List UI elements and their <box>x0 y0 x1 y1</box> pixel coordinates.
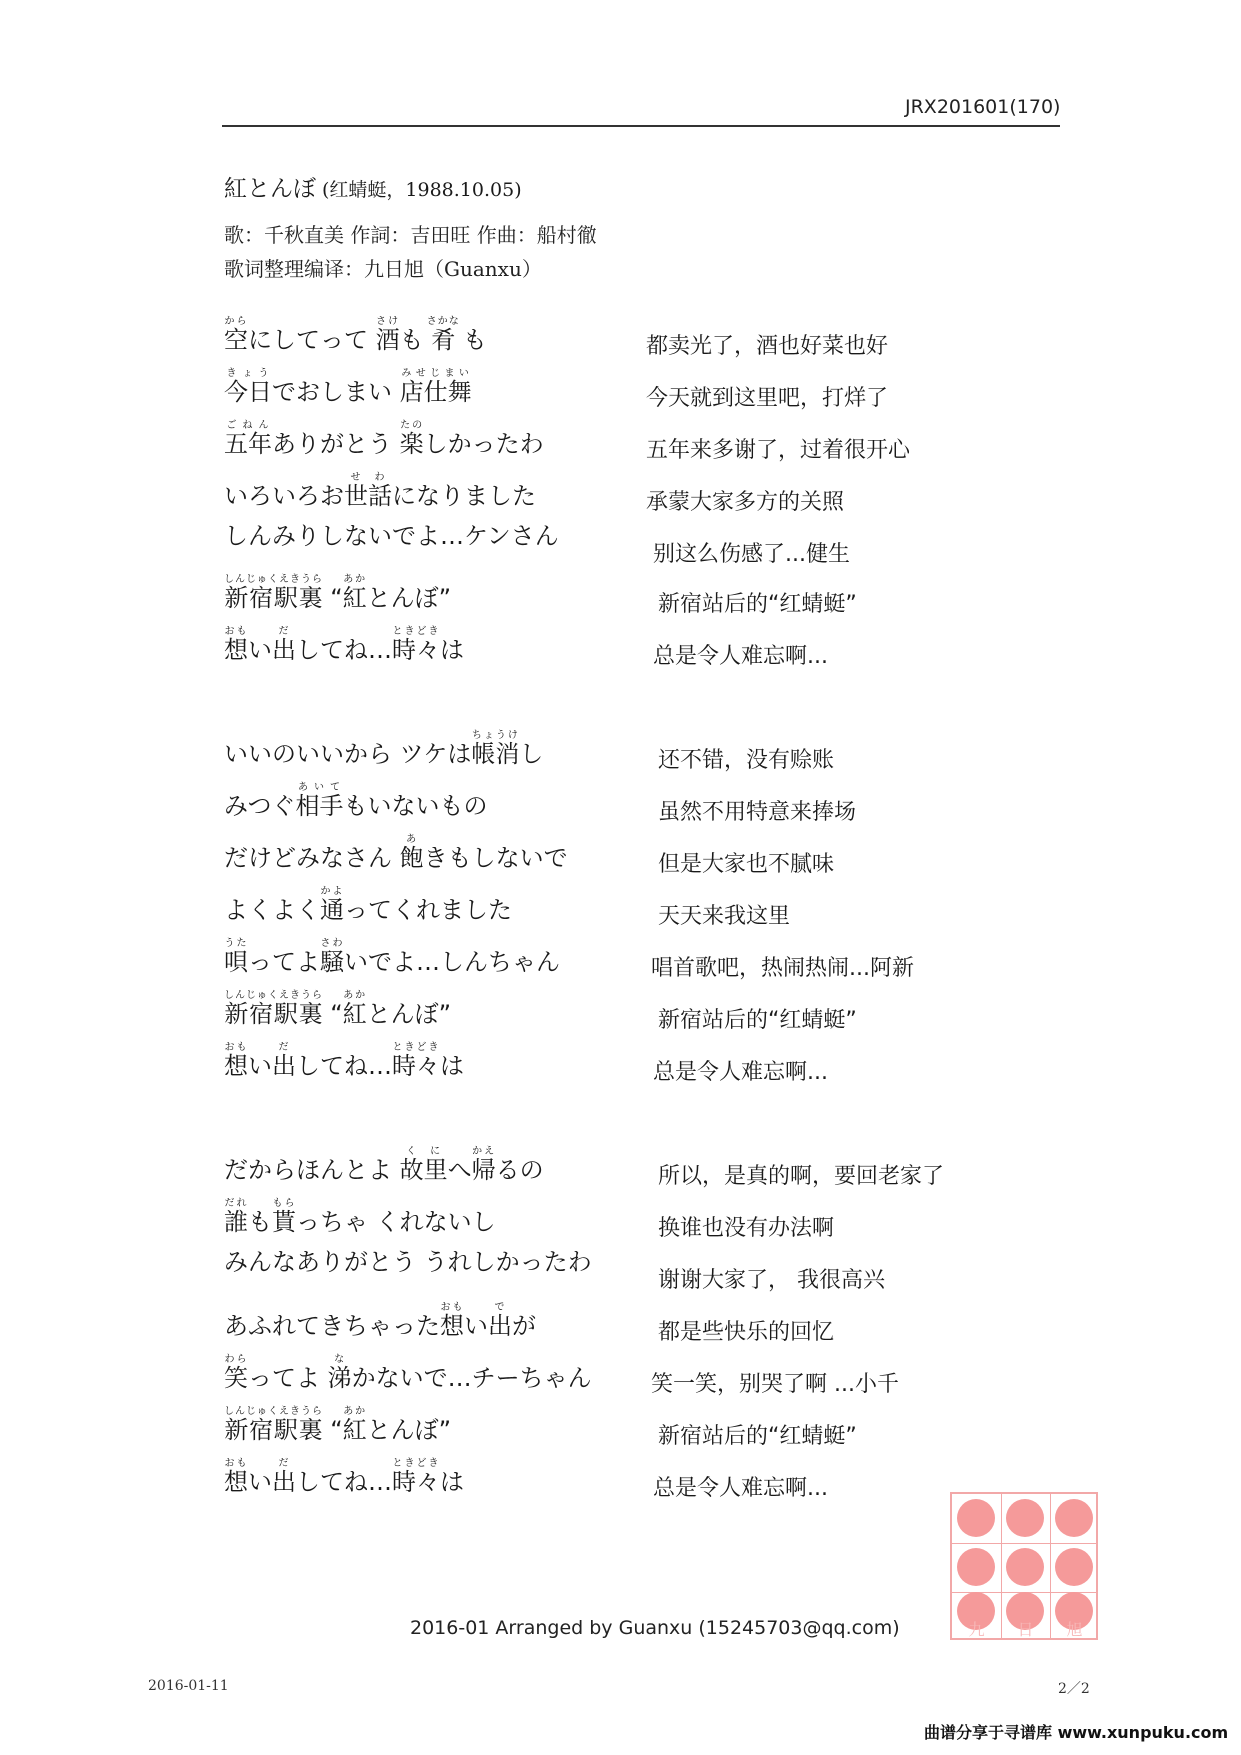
furigana: さかな <box>426 316 460 327</box>
lyric-text: だからほんとよ <box>224 1156 400 1184</box>
furigana: ごねん <box>224 420 272 431</box>
lyric-ja-line <box>224 1146 544 1182</box>
lyric-text: あふれてきちゃった <box>224 1312 440 1340</box>
seal-dot <box>1055 1499 1093 1537</box>
ruby-base: 笑 <box>224 1364 248 1392</box>
lyric-ja-line <box>224 1458 464 1494</box>
lyric-text: よくよく <box>224 896 320 924</box>
furigana: もら <box>272 1198 296 1209</box>
furigana: から <box>224 316 248 327</box>
lyric-zh-line: 但是大家也不腻味 <box>658 852 835 877</box>
lyric-ja-line <box>224 626 464 662</box>
seal-stamp <box>950 1492 1098 1640</box>
seal-character: 日 <box>1017 1620 1034 1639</box>
ruby-base: 今日 <box>224 378 272 406</box>
lyric-zh-line: 谢谢大家了， 我很高兴 <box>658 1268 885 1293</box>
ruby-base: 想 <box>440 1312 464 1340</box>
lyric-ja-line <box>224 420 544 456</box>
lyric-ja-line <box>224 1250 592 1274</box>
furigana: くに <box>399 1146 448 1157</box>
ruby-word <box>272 1198 296 1236</box>
ruby-word <box>342 1406 367 1444</box>
ruby-base: 飽 <box>399 844 424 872</box>
seal-dot <box>957 1548 995 1586</box>
ruby-word <box>272 1042 296 1080</box>
document-code: JRX201601(170) <box>905 96 1061 118</box>
lyric-text: みんなありがとう うれしかったわ <box>224 1248 592 1276</box>
translator-credit: 歌词整理编译：九日旭（Guanxu） <box>224 257 542 281</box>
furigana: せわ <box>344 472 392 483</box>
ruby-word <box>320 938 344 976</box>
ruby-base: 楽 <box>399 430 424 458</box>
ruby-base: 空 <box>224 326 248 354</box>
lyric-ja-line <box>224 834 568 870</box>
furigana: うた <box>224 938 248 949</box>
ruby-word <box>344 472 392 510</box>
lyric-zh-line: 换谁也没有办法啊 <box>658 1216 835 1241</box>
lyric-text: いろいろお <box>224 482 344 510</box>
lyric-text: い <box>464 1312 488 1340</box>
header-rule <box>222 125 1060 127</box>
seal-dot <box>1006 1548 1044 1586</box>
ruby-word <box>399 368 472 406</box>
lyric-text: になりました <box>392 482 536 510</box>
lyric-ja-line <box>224 730 543 766</box>
ruby-base: 想 <box>224 636 248 664</box>
lyric-text: してね… <box>296 1468 392 1496</box>
furigana: かよ <box>320 886 344 897</box>
lyric-text: みつぐ <box>224 792 296 820</box>
ruby-word <box>224 938 248 976</box>
lyric-zh-line: 都卖光了，酒也好菜也好 <box>646 334 889 359</box>
furigana: で <box>488 1302 512 1313</box>
furigana: さけ <box>375 316 400 327</box>
ruby-base: 唄 <box>224 948 248 976</box>
ruby-word <box>320 886 344 924</box>
ruby-word <box>399 420 424 458</box>
lyric-zh-line: 总是令人难忘啊... <box>653 644 828 669</box>
lyric-text: っちゃ くれないし <box>296 1208 496 1236</box>
ruby-base: 通 <box>320 896 344 924</box>
lyric-ja-line <box>224 1198 496 1234</box>
furigana: あ <box>399 834 424 845</box>
ruby-base: 帰 <box>471 1156 496 1184</box>
lyric-ja-line <box>224 574 451 610</box>
lyric-zh-line: 虽然不用特意来捧场 <box>658 800 857 825</box>
lyric-text: も <box>399 326 432 354</box>
seal-character: 九 <box>968 1620 985 1639</box>
lyric-ja-line <box>224 782 488 818</box>
footer-arranged: 2016-01 Arranged by Guanxu (15245703@qq.com) <box>410 1617 900 1639</box>
lyric-zh-line: 总是令人难忘啊... <box>653 1476 828 1501</box>
ruby-word <box>224 316 248 354</box>
footer-site-link[interactable]: 曲谱分享于寻谱库 www.xunpuku.com <box>924 1723 1229 1742</box>
lyric-text: してね… <box>296 636 392 664</box>
ruby-word <box>488 1302 512 1340</box>
lyric-text: ってよ <box>248 948 320 976</box>
lyric-text: もいないもの <box>343 792 488 820</box>
ruby-base: 店仕舞 <box>399 378 472 406</box>
lyric-text: にしてって <box>248 326 376 354</box>
ruby-base: 新宿駅裏 <box>224 1416 323 1444</box>
furigana: あか <box>342 574 367 585</box>
lyric-text: とんぼ” <box>366 584 452 612</box>
lyric-zh-line: 新宿站后的“红蜻蜓” <box>658 592 857 617</box>
lyric-ja-line <box>224 316 487 352</box>
lyric-zh-line: 今天就到这里吧，打烊了 <box>646 386 889 411</box>
ruby-base: 時々 <box>392 1052 440 1080</box>
lyric-text: いいのいいから ツケは <box>224 740 472 768</box>
furigana: おも <box>224 1458 248 1469</box>
ruby-word <box>375 316 400 354</box>
ruby-base: 世話 <box>344 482 392 510</box>
ruby-base: 想 <box>224 1052 248 1080</box>
song-subtitle: (红蜻蜓，1988.10.05) <box>322 179 522 201</box>
furigana: おも <box>440 1302 464 1313</box>
ruby-word <box>392 1458 440 1496</box>
furigana: しんじゅくえきうら <box>224 574 323 585</box>
ruby-word <box>224 1042 248 1080</box>
lyric-text: は <box>440 636 464 664</box>
furigana: だ <box>272 1042 296 1053</box>
ruby-base: 出 <box>272 1468 296 1496</box>
lyric-zh-line: 天天来我这里 <box>658 904 791 929</box>
lyric-text: ってよ <box>248 1364 328 1392</box>
ruby-word <box>224 626 248 664</box>
lyric-text: い <box>248 1052 272 1080</box>
ruby-base: 時々 <box>392 1468 440 1496</box>
furigana: おも <box>224 626 248 637</box>
lyric-text: いでよ…しんちゃん <box>344 948 560 976</box>
ruby-base: 肴 <box>426 326 460 354</box>
lyric-zh-line: 新宿站后的“红蜻蜓” <box>658 1424 857 1449</box>
ruby-word <box>471 1146 496 1184</box>
lyric-zh-line: 唱首歌吧，热闹热闹...阿新 <box>651 956 914 981</box>
furigana: あいて <box>295 782 344 793</box>
ruby-word <box>224 1406 323 1444</box>
furigana: あか <box>342 1406 367 1417</box>
lyric-text: し <box>519 740 544 768</box>
ruby-base: 時々 <box>392 636 440 664</box>
ruby-word <box>224 574 323 612</box>
lyric-ja-line <box>224 524 559 548</box>
lyric-ja-line <box>224 886 512 922</box>
ruby-word <box>327 1354 352 1392</box>
ruby-base: 想 <box>224 1468 248 1496</box>
lyric-text: しかったわ <box>423 430 544 458</box>
ruby-base: 五年 <box>224 430 272 458</box>
ruby-base: 相手 <box>295 792 344 820</box>
lyric-text: とんぼ” <box>366 1416 452 1444</box>
lyric-text: は <box>440 1468 464 1496</box>
ruby-base: 出 <box>488 1312 512 1340</box>
ruby-base: 故里 <box>399 1156 448 1184</box>
ruby-base: 紅 <box>342 1416 367 1444</box>
ruby-base: 帳消 <box>471 740 520 768</box>
furigana: わら <box>224 1354 248 1365</box>
lyric-text: しんみりしないでよ…ケンさん <box>224 522 559 550</box>
ruby-word <box>272 1458 296 1496</box>
lyric-text: “ <box>322 584 343 612</box>
ruby-word <box>295 782 344 820</box>
lyric-text: が <box>512 1312 536 1340</box>
seal-grid-line <box>952 1543 1096 1544</box>
furigana: だ <box>272 1458 296 1469</box>
lyric-text: とんぼ” <box>366 1000 452 1028</box>
ruby-base: 誰 <box>224 1208 248 1236</box>
ruby-base: 紅 <box>342 1000 367 1028</box>
furigana: ときどき <box>392 1042 440 1053</box>
ruby-base: 騒 <box>320 948 344 976</box>
furigana: おも <box>224 1042 248 1053</box>
lyric-text: は <box>440 1052 464 1080</box>
seal-dot <box>1006 1499 1044 1537</box>
ruby-word <box>399 1146 448 1184</box>
ruby-word <box>224 1198 248 1236</box>
lyric-text: も <box>248 1208 272 1236</box>
ruby-base: 新宿駅裏 <box>224 584 323 612</box>
lyric-ja-line <box>224 1302 536 1338</box>
ruby-word <box>224 420 272 458</box>
ruby-word <box>342 574 367 612</box>
lyric-ja-line <box>224 1406 451 1442</box>
lyric-ja-line <box>224 990 451 1026</box>
song-credits: 歌：千秋直美 作詞：吉田旺 作曲：船村徹 <box>224 223 597 247</box>
lyric-zh-line: 笑一笑，别哭了啊 ...小千 <box>651 1372 899 1397</box>
lyric-ja-line <box>224 1042 464 1078</box>
furigana: な <box>327 1354 352 1365</box>
furigana: たの <box>399 420 424 431</box>
furigana: だれ <box>224 1198 248 1209</box>
lyric-text: “ <box>322 1000 343 1028</box>
lyric-ja-line <box>224 472 536 508</box>
lyric-text: “ <box>322 1416 343 1444</box>
furigana: しんじゅくえきうら <box>224 1406 323 1417</box>
ruby-word <box>426 316 460 354</box>
lyric-text: い <box>248 636 272 664</box>
lyric-text: へ <box>447 1156 472 1184</box>
lyric-zh-line: 所以，是真的啊，要回老家了 <box>658 1164 945 1189</box>
furigana: しんじゅくえきうら <box>224 990 323 1001</box>
ruby-word <box>440 1302 464 1340</box>
furigana: かえ <box>471 1146 496 1157</box>
seal-dot <box>1055 1548 1093 1586</box>
lyric-zh-line: 都是些快乐的回忆 <box>658 1320 835 1345</box>
ruby-base: 酒 <box>375 326 400 354</box>
ruby-word <box>224 1354 248 1392</box>
lyric-ja-line <box>224 1354 592 1390</box>
furigana: さわ <box>320 938 344 949</box>
lyric-text: きもしないで <box>423 844 568 872</box>
furigana: だ <box>272 626 296 637</box>
lyric-text: い <box>248 1468 272 1496</box>
ruby-base: 出 <box>272 636 296 664</box>
ruby-word <box>224 1458 248 1496</box>
lyric-text: るの <box>495 1156 544 1184</box>
ruby-word <box>224 368 272 406</box>
ruby-base: 涕 <box>327 1364 352 1392</box>
lyric-zh-line: 承蒙大家多方的关照 <box>646 490 845 515</box>
furigana: みせじまい <box>399 368 472 379</box>
footer-page-number: 2／2 <box>1058 1681 1090 1697</box>
ruby-base: 出 <box>272 1052 296 1080</box>
lyric-zh-line: 总是令人难忘啊... <box>653 1060 828 1085</box>
ruby-base: 貰 <box>272 1208 296 1236</box>
ruby-word <box>399 834 424 872</box>
lyric-ja-line <box>224 938 560 974</box>
ruby-word <box>392 626 440 664</box>
seal-character: 旭 <box>1066 1620 1083 1639</box>
furigana: ちょうけ <box>471 730 520 741</box>
ruby-word <box>224 990 323 1028</box>
ruby-word <box>471 730 520 768</box>
lyric-text: かないで…チーちゃん <box>351 1364 592 1392</box>
lyric-text: ってくれました <box>344 896 512 924</box>
lyric-ja-line <box>224 368 472 404</box>
song-title <box>224 170 522 203</box>
lyric-text: でおしまい <box>272 378 400 406</box>
lyric-zh-line: 别这么伤感了...健生 <box>653 542 850 567</box>
lyric-text: も <box>455 326 487 354</box>
footer-date: 2016-01-11 <box>148 1678 229 1694</box>
song-title-text: 紅とんぼ <box>224 176 316 202</box>
lyric-zh-line: 还不错，没有赊账 <box>658 748 835 773</box>
lyric-zh-line: 五年来多谢了，过着很开心 <box>646 438 911 463</box>
ruby-word <box>272 626 296 664</box>
ruby-word <box>392 1042 440 1080</box>
seal-dot <box>957 1499 995 1537</box>
furigana: ときどき <box>392 626 440 637</box>
furigana: あか <box>342 990 367 1001</box>
furigana: ときどき <box>392 1458 440 1469</box>
lyric-text: ありがとう <box>272 430 400 458</box>
lyric-zh-line: 新宿站后的“红蜻蜓” <box>658 1008 857 1033</box>
ruby-base: 紅 <box>342 584 367 612</box>
lyric-text: だけどみなさん <box>224 844 400 872</box>
lyric-text: してね… <box>296 1052 392 1080</box>
furigana: きょう <box>224 368 272 379</box>
ruby-word <box>342 990 367 1028</box>
ruby-base: 新宿駅裏 <box>224 1000 323 1028</box>
